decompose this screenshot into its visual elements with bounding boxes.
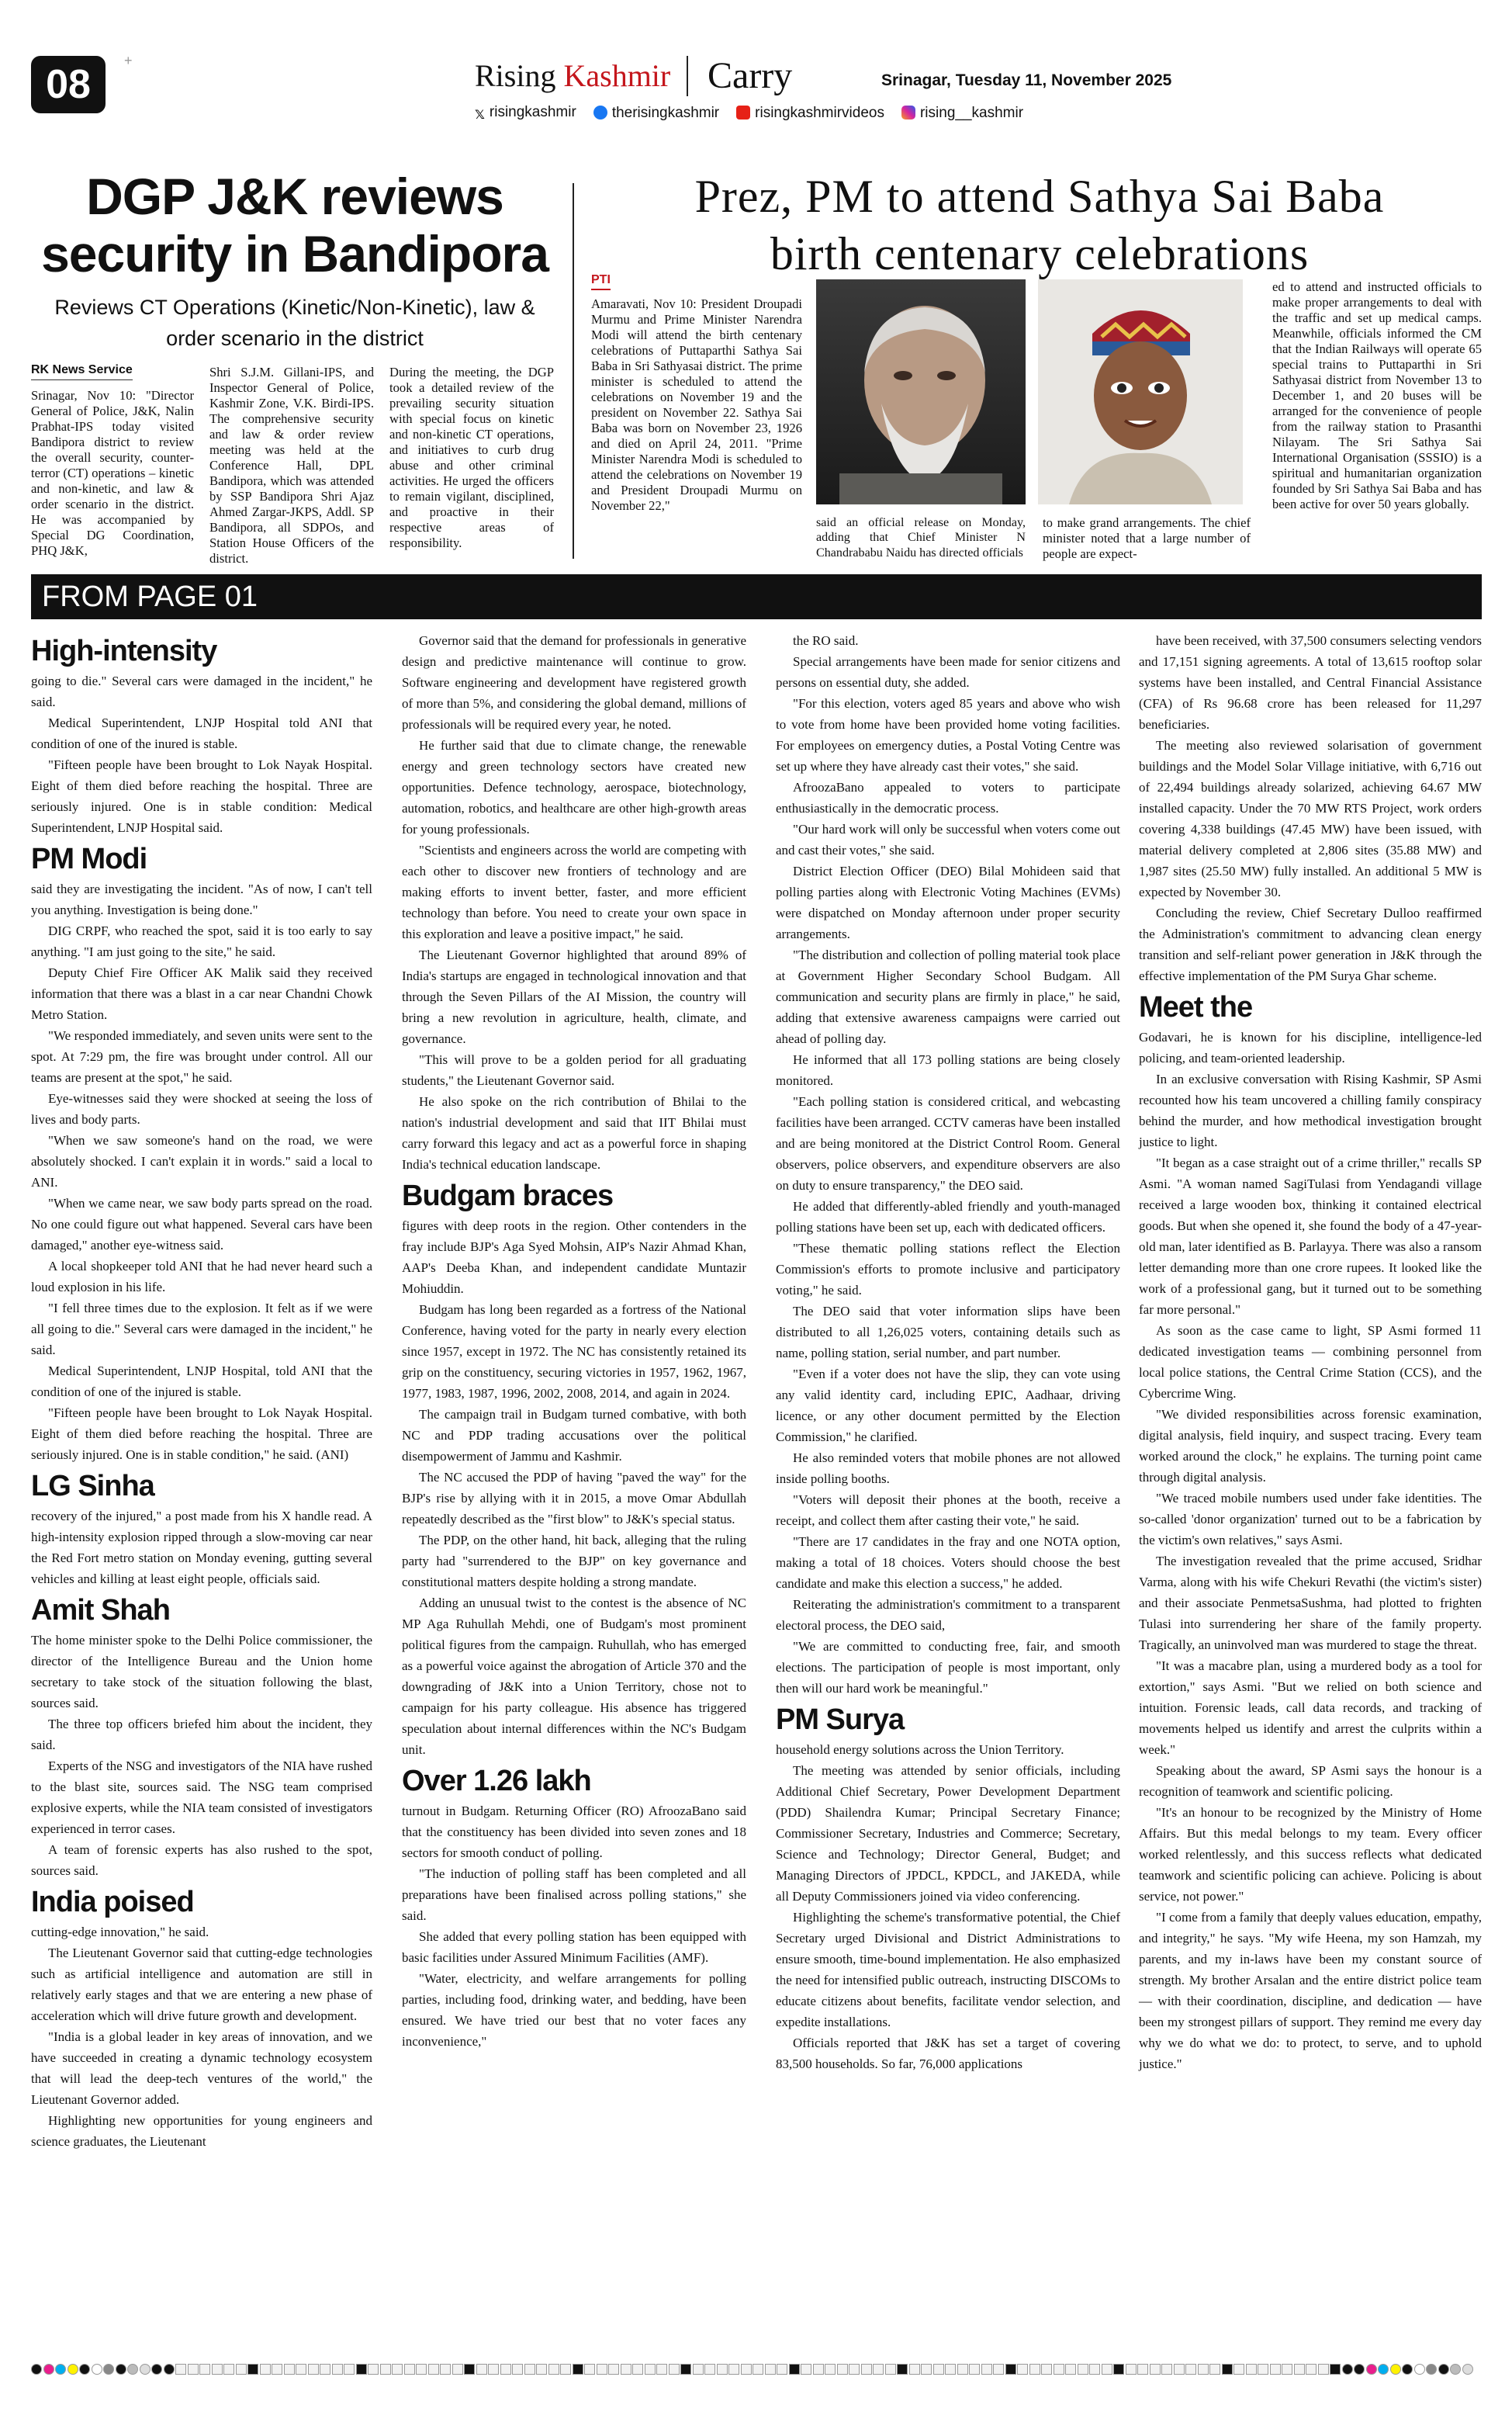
body-paragraph: "When we saw someone's hand on the road, we were absolutely shocked. I can't explain it in words." said a local to ANI.	[31, 1133, 372, 1190]
color-patch	[1078, 2364, 1088, 2375]
color-patch	[969, 2364, 980, 2375]
section-heading: Meet the	[1139, 991, 1253, 1024]
section-heading: Budgam braces	[402, 1180, 614, 1212]
color-patch	[717, 2364, 728, 2375]
color-patch	[693, 2364, 704, 2375]
body-paragraph: "When we came near, we saw body parts spread on the road. No one could figure out what happened. Several cars have been damaged," another eye-witness said.	[31, 1196, 372, 1253]
body-paragraph: "There are 17 candidates in the fray and one NOTA option, making a total of 18 choices. Voters should choose the best candidate and make this election a success," he added.	[776, 1534, 1120, 1591]
body-paragraph: The three top officers briefed him about the incident, they said.	[31, 1717, 372, 1752]
color-patch	[957, 2364, 968, 2375]
prez-byline: PTI	[591, 272, 611, 290]
color-patch	[1318, 2364, 1329, 2375]
section-heading: Over 1.26 lakh	[402, 1765, 591, 1797]
color-patch	[1089, 2364, 1100, 2375]
prez-col-4	[1272, 279, 1482, 512]
color-patch	[933, 2364, 944, 2375]
body-column-4	[1139, 630, 1482, 2074]
body-column-2	[402, 630, 746, 2052]
color-patch	[344, 2364, 355, 2375]
color-patch	[1161, 2364, 1172, 2375]
color-patch	[43, 2364, 54, 2375]
color-patch	[392, 2364, 403, 2375]
body-paragraph: "It's an honour to be recognized by the Ministry of Home Affairs. But this medal belongs to my team. Every officer worked relentlessly, and this success reflects what dedicated teamwork and scientific policing can achieve. Policing is about service, not power."	[1139, 1805, 1482, 1904]
body-paragraph: "Each polling station is considered critical, and webcasting facilities have been arranged. CCTV cameras have been installed and are being monitored at the District Control Room. General observers, police observers, and expenditure observers are also on duty to ensure transparency," the DEO said.	[776, 1094, 1120, 1193]
prez-col3-text: to make grand arrangements. The chief minister noted that a large number of people are expect-	[1043, 515, 1251, 561]
color-patch	[993, 2364, 1004, 2375]
color-patch	[1330, 2364, 1341, 2375]
prez-col1-text: Amaravati, Nov 10: President Droupadi Murmu and Prime Minister Narendra Modi will attend the birth centenary celebrations of Puttaparthi Sathya Sai Baba in Sri Sathyasai district. The prime minister is scheduled to attend the celebrations on November 19 and the president on November 22. Sathya Sai Baba was born on November 23, 1926 and died on April 24, 2011. "Prime Minister Narendra Modi is scheduled to attend the celebrations on November 19 and President Droupadi Murmu on November 22,"	[591, 296, 802, 513]
body-paragraph: District Election Officer (DEO) Bilal Mohideen said that polling parties along with Electronic Voting Machines (EVMs) were dispatched on Monday afternoon under proper security arrangements.	[776, 864, 1120, 941]
section-heading: PM Surya	[776, 1703, 905, 1736]
color-patch	[1137, 2364, 1148, 2375]
color-patch	[632, 2364, 643, 2375]
page-number: 08	[31, 56, 106, 113]
body-paragraph: "India is a global leader in key areas of innovation, and we have succeeded in creating a dynamic technology ecosystem that will lead the deep-tech ventures of the world," the Lieutenant Governor added.	[31, 2029, 372, 2107]
body-paragraph: the RO said.	[793, 633, 859, 648]
color-patch	[1294, 2364, 1305, 2375]
color-patch	[1354, 2364, 1365, 2375]
color-patch	[789, 2364, 800, 2375]
dgp-subhead: Reviews CT Operations (Kinetic/Non-Kinetic), law & order scenario in the district	[54, 296, 535, 350]
section-heading: LG Sinha	[31, 1470, 154, 1502]
body-paragraph: A local shopkeeper told ANI that he had never heard such a loud explosion in his life.	[31, 1259, 372, 1294]
section-heading: High-intensity	[31, 635, 217, 667]
body-paragraph: "Voters will deposit their phones at the booth, receive a receipt, and collect them after casting their vote," he said.	[776, 1492, 1120, 1528]
registration-mark: +	[124, 53, 133, 68]
social-facebook[interactable]: therisingkashmir	[593, 105, 719, 122]
body-paragraph: Concluding the review, Chief Secretary Dulloo reaffirmed the Administration's commitment to advancing clean energy transition and self-reliant power generation in J&K through the effective implementation of the PM Surya Ghar scheme.	[1139, 906, 1482, 983]
body-column-3	[776, 630, 1120, 2074]
color-patch	[741, 2364, 752, 2375]
masthead-logo	[475, 57, 670, 94]
color-patch	[921, 2364, 932, 2375]
body-paragraph: "Water, electricity, and welfare arrangements for polling parties, including food, drinking water, and bedding, have been ensured. We have tried our best that no voter faces any inconvenience,"	[402, 1971, 746, 2049]
body-paragraph: Speaking about the award, SP Asmi says the honour is a recognition of teamwork and scientific policing.	[1139, 1763, 1482, 1799]
color-patch	[92, 2364, 102, 2375]
body-paragraph: Governor said that the demand for professionals in generative design and predictive maintenance will continue to grow. Software engineering and development have registered growth of more than 5%, and considering the global demand, millions of professionals will be required every year, he noted.	[402, 633, 746, 732]
color-patch	[1246, 2364, 1257, 2375]
dgp-col-3	[389, 365, 554, 551]
body-paragraph: "Scientists and engineers across the world are competing with each other to discover new frontiers of technology and are making efforts to invent better, faster, and more efficient technology than before. You need to create your own space in this exploration and leave a positive impact," he said.	[402, 843, 746, 941]
section-heading: Amit Shah	[31, 1594, 170, 1627]
color-patch	[1185, 2364, 1196, 2375]
body-paragraph: Special arrangements have been made for senior citizens and persons on essential duty, she added.	[776, 654, 1120, 690]
body-paragraph: "The induction of polling staff has been completed and all preparations have been finalised across polling stations," she said.	[402, 1866, 746, 1923]
color-patch	[897, 2364, 908, 2375]
color-patch	[320, 2364, 330, 2375]
color-patch	[416, 2364, 427, 2375]
color-patch	[1438, 2364, 1449, 2375]
body-paragraph: The investigation revealed that the prime accused, Sridhar Varma, along with his wife Chekuri Revathi (the victim's sister) and their associate PenmetsaSushma, had plotted to frighten Tulasi into surrendering her share of the family property. Tragically, an uninvolved man was murdered to stage the threat.	[1139, 1554, 1482, 1652]
dgp-col3-text: During the meeting, the DGP took a detailed review of the prevailing security situation with special focus on kinetic and non-kinetic CT operations, and initiatives to curb drug abuse and other criminal activities. He urged the officers to remain vigilant, disciplined, and proactive in their respective areas of responsibility.	[389, 365, 554, 550]
color-patch	[464, 2364, 475, 2375]
color-patch	[861, 2364, 872, 2375]
color-patch	[1258, 2364, 1268, 2375]
color-patch	[765, 2364, 776, 2375]
color-patch	[524, 2364, 535, 2375]
x-icon: 𝕏	[475, 107, 485, 122]
color-patch	[500, 2364, 511, 2375]
dateline: Srinagar, Tuesday 11, November 2025	[881, 71, 1172, 89]
body-paragraph: DIG CRPF, who reached the spot, said it is too early to say anything. "I am just going to the site," he said.	[31, 923, 372, 959]
body-paragraph: recovery of the injured," a post made from his X handle read. A high-intensity explosion ripped through a slow-moving car near the Red Fort metro station on Monday evening, gutting several vehicles and killing at least eight people, officials said.	[31, 1509, 372, 1586]
section-name: Carry	[708, 55, 793, 96]
body-paragraph: In an exclusive conversation with Rising Kashmir, SP Asmi recounted how his team uncovered a chilling family conspiracy behind the murder, and how methodical investigation brought justice to light.	[1139, 1072, 1482, 1149]
color-patch	[777, 2364, 787, 2375]
social-instagram[interactable]: rising__kashmir	[901, 105, 1023, 122]
prez-headline-line2: birth centenary celebrations	[770, 228, 1310, 279]
body-paragraph: The meeting also reviewed solarisation of government buildings and the Model Solar Village initiative, with 6,716 out of 22,494 buildings already solarized, achieving 64.67 MW installed capacity. Under the 70 MW RTS Project, work orders covering 4,338 buildings (47.45 MW) have been issued, with material delivery completed at 2,806 sites (35.88 MW) and 1,987 sites (25.50 MW) fully installed. An additional 5 MW is expected by November 30.	[1139, 738, 1482, 899]
color-patch	[1306, 2364, 1317, 2375]
body-paragraph: The DEO said that voter information slips have been distributed to all 1,26,025 voters, containing details such as name, polling station, serial number, and part number.	[776, 1304, 1120, 1360]
color-patch	[175, 2364, 186, 2375]
color-patch	[164, 2364, 175, 2375]
color-patch	[55, 2364, 66, 2375]
body-paragraph: household energy solutions across the Union Territory.	[776, 1742, 1064, 1757]
body-paragraph: The meeting was attended by senior officials, including Additional Chief Secretary, Power Development Department (PDD) Shailendra Kumar; Principal Secretary Finance; Commissioner Secretary, Industries and Commerce; Secretary, Science and Technology; Director General, Budget; and Managing Directors of JPDCL, KPDCL, and JAKEDA, while all Deputy Commissioners joined via video conferencing.	[776, 1763, 1120, 1904]
body-paragraph: Godavari, he is known for his discipline, intelligence-led policing, and team-oriented leadership.	[1139, 1030, 1482, 1066]
photo-modi	[816, 279, 1026, 504]
color-patch	[296, 2364, 306, 2375]
color-patch	[404, 2364, 415, 2375]
body-paragraph: Medical Superintendent, LNJP Hospital, told ANI that the condition of one of the injured is stable.	[31, 1363, 372, 1399]
color-patch	[272, 2364, 282, 2375]
color-patch	[1282, 2364, 1292, 2375]
body-paragraph: He added that differently-abled friendly and youth-managed polling stations have been set up, each with dedicated officers.	[776, 1199, 1120, 1235]
color-patch	[67, 2364, 78, 2375]
color-patch	[151, 2364, 162, 2375]
body-paragraph: Reiterating the administration's commitment to a transparent electoral process, the DEO said,	[776, 1597, 1120, 1633]
color-patch	[981, 2364, 992, 2375]
color-patch	[188, 2364, 199, 2375]
color-patch	[849, 2364, 860, 2375]
color-patch	[1113, 2364, 1124, 2375]
body-paragraph: "Even if a voter does not have the slip, they can vote using any valid identity card, including EPIC, Aadhaar, driving licence, or any other document permitted by the Election Commission," he clarified.	[776, 1367, 1120, 1444]
social-handles	[475, 104, 1023, 122]
body-paragraph: As soon as the case came to light, SP Asmi formed 11 dedicated investigation teams — combining personnel from local police stations, the Central Crime Station (CCS), and the Cybercrime Wing.	[1139, 1323, 1482, 1401]
color-patch	[885, 2364, 896, 2375]
body-paragraph: "We divided responsibilities across forensic examination, digital analysis, field inquiry, and suspect tracing. Every team worked around the clock," he explains. The turning point came through digital analysis.	[1139, 1407, 1482, 1485]
body-column-1	[31, 630, 372, 2152]
color-patch	[1462, 2364, 1473, 2375]
color-patch	[560, 2364, 571, 2375]
color-patch	[825, 2364, 836, 2375]
color-patch	[199, 2364, 210, 2375]
color-patch	[1054, 2364, 1064, 2375]
color-patch	[440, 2364, 451, 2375]
photo-modi-image	[816, 279, 1026, 504]
prez-col-1	[591, 272, 802, 514]
prez-col-3	[1043, 515, 1251, 562]
color-patch	[140, 2364, 151, 2375]
color-patch	[247, 2364, 258, 2375]
youtube-icon	[736, 106, 750, 120]
section-heading: India poised	[31, 1886, 194, 1918]
color-patch	[669, 2364, 680, 2375]
body-paragraph: The PDP, on the other hand, hit back, alleging that the ruling party had "surrendered to the BJP" on key governance and constitutional matters despite holding a strong mandate.	[402, 1533, 746, 1589]
color-patch	[645, 2364, 656, 2375]
body-paragraph: He further said that due to climate change, the renewable energy and green technology sectors have created new opportunities. Defence technology, aerospace, biotechnology, automation, robotics, and healthcare are other high-growth areas for young professionals.	[402, 738, 746, 837]
color-patch	[79, 2364, 90, 2375]
color-patch	[1102, 2364, 1112, 2375]
body-paragraph: Highlighting the scheme's transformative potential, the Chief Secretary urged Divisional and District Administrations to ensure smooth, time-bound implementation. He also emphasized the need for intensified public outreach, instructing DISCOMs to educate citizens about benefits, facilitate vendor selection, and expedite installations.	[776, 1910, 1120, 2029]
masthead-rising: Rising	[475, 58, 556, 93]
body-paragraph: AfroozaBano appealed to voters to participate enthusiastically in the democratic process.	[776, 780, 1120, 816]
color-patch	[1174, 2364, 1185, 2375]
body-paragraph: "We traced mobile numbers used under fake identities. The so-called 'donor organization' turned out to be a fabrication by the victim's own relatives," says Asmi.	[1139, 1491, 1482, 1547]
body-paragraph: Highlighting new opportunities for young engineers and science graduates, the Lieutenant	[31, 2113, 372, 2149]
story-divider	[573, 183, 574, 559]
section-heading: PM Modi	[31, 843, 147, 875]
photo-murmu	[1038, 279, 1243, 504]
body-paragraph: turnout in Budgam. Returning Officer (RO) AfroozaBano said that the constituency has been divided into seven zones and 18 sectors for smooth conduct of polling.	[402, 1804, 746, 1860]
dgp-col-2	[209, 365, 374, 567]
color-patch	[813, 2364, 824, 2375]
body-paragraph: said they are investigating the incident. "As of now, I can't tell you anything. Investigation is being done."	[31, 882, 372, 917]
printer-color-strip	[31, 2362, 1482, 2376]
body-paragraph: cutting-edge innovation," he said.	[31, 1925, 209, 1939]
body-paragraph: "We responded immediately, and seven units were sent to the spot. At 7:29 pm, the fire was brought under control. All our teams are present at the spot," he said.	[31, 1028, 372, 1085]
dgp-col1-text: Srinagar, Nov 10: "Director General of Police, J&K, Nalin Prabhat-IPS today visited Bandipora district to review the overall security, counter-terror (CT) operations – kinetic and non-kinetic, and law & order scenario in the district. He was accompanied by Special DG Coordination, PHQ J&K,	[31, 388, 194, 558]
color-patch	[488, 2364, 499, 2375]
prez-headline-line1: Prez, PM to attend Sathya Sai Baba	[694, 171, 1385, 222]
color-patch	[1426, 2364, 1437, 2375]
instagram-icon	[901, 106, 915, 120]
social-x[interactable]: 𝕏 risingkashmir	[475, 104, 576, 122]
color-patch	[597, 2364, 607, 2375]
body-paragraph: Eye-witnesses said they were shocked at seeing the loss of lives and body parts.	[31, 1091, 372, 1127]
body-paragraph: have been received, with 37,500 consumers selecting vendors and 17,151 signing agreements. A total of 13,615 rooftop solar systems have been installed, and Central Financial Assistance (CFA) of Rs 96.68 crore has been released for 11,297 beneficiaries.	[1139, 633, 1482, 732]
body-paragraph: The Lieutenant Governor highlighted that around 89% of India's startups are engaged in technological innovation and that through the Seven Pillars of the AI Mission, the country will bring a new revolution in agriculture, health, climate, and governance.	[402, 948, 746, 1046]
color-patch	[1342, 2364, 1353, 2375]
dgp-byline: RK News Service	[31, 362, 133, 380]
body-paragraph: The campaign trail in Budgam turned combative, with both NC and PDP trading accusations over the political disempowerment of Jammu and Kashmir.	[402, 1407, 746, 1464]
body-paragraph: "These thematic polling stations reflect the Election Commission's efforts to promote inclusive and participatory voting," he said.	[776, 1241, 1120, 1298]
body-paragraph: A team of forensic experts has also rushed to the spot, sources said.	[31, 1842, 372, 1878]
color-patch	[1029, 2364, 1040, 2375]
body-paragraph: The NC accused the PDP of having "paved the way" for the BJP's rise by allying with it in 2015, a move Omar Abdullah repeatedly described as the "first blow" to J&K's special status.	[402, 1470, 746, 1526]
color-patch	[837, 2364, 848, 2375]
color-patch	[801, 2364, 811, 2375]
color-patch	[1366, 2364, 1377, 2375]
masthead-divider	[687, 56, 688, 96]
body-paragraph: "It began as a case straight out of a crime thriller," recalls SP Asmi. "A woman named SagiTulasi from Yendagandi village received a large wooden box, thinking it contained electrical goods. But when she opened it, she found the body of a 47-year-old man, later identified as B. Parlayya. There was also a ransom letter demanding more than one crore rupees. It looked like the work of a professional gang, but it turned out to be something far more personal."	[1139, 1156, 1482, 1317]
color-patch	[31, 2364, 42, 2375]
color-patch	[1450, 2364, 1461, 2375]
color-patch	[909, 2364, 920, 2375]
color-patch	[260, 2364, 271, 2375]
body-paragraph: "The distribution and collection of polling material took place at Government Higher Secondary School Budgam. All communication and security plans are firmly in place," he said, adding that extensive awareness campaigns were carried out ahead of polling day.	[776, 948, 1120, 1046]
color-patch	[1222, 2364, 1233, 2375]
dgp-col-1	[31, 362, 194, 559]
dgp-headline: DGP J&K reviews security in Bandipora	[41, 168, 548, 282]
color-patch	[1198, 2364, 1209, 2375]
color-patch	[223, 2364, 234, 2375]
body-paragraph: Experts of the NSG and investigators of the NIA have rushed to the blast site, sources said. The NSG team comprised explosive experts, while the NIA team consisted of investigators experienced in terror cases.	[31, 1759, 372, 1836]
color-patch	[753, 2364, 763, 2375]
body-paragraph: She added that every polling station has been equipped with basic facilities under Assured Minimum Facilities (AMF).	[402, 1929, 746, 1965]
body-paragraph: The home minister spoke to the Delhi Police commissioner, the director of the Intelligence Bureau and the Union home secretary to take stock of the situation following the blast, sources said.	[31, 1633, 372, 1710]
color-patch	[1378, 2364, 1389, 2375]
color-patch	[1017, 2364, 1028, 2375]
color-patch	[103, 2364, 114, 2375]
color-patch	[704, 2364, 715, 2375]
color-patch	[656, 2364, 667, 2375]
body-paragraph: going to die." Several cars were damaged in the incident," he said.	[31, 674, 372, 709]
color-patch	[873, 2364, 884, 2375]
color-patch	[368, 2364, 379, 2375]
body-paragraph: Medical Superintendent, LNJP Hospital told ANI that condition of one of the inured is stable.	[31, 716, 372, 751]
color-patch	[380, 2364, 391, 2375]
color-patch	[945, 2364, 956, 2375]
color-patch	[621, 2364, 631, 2375]
body-paragraph: "Fifteen people have been brought to Lok Nayak Hospital. Eight of them died before reaching the hospital. Three are seriously injured. One is in stable condition," he said. (ANI)	[31, 1405, 372, 1462]
color-patch	[127, 2364, 138, 2375]
body-paragraph: "I come from a family that deeply values education, empathy, and integrity," he says. "My wife Heena, my son Hamzah, my parents, and my in-laws have been my constant source of strength. My brother Arsalan and the entire district police team — with their coordination, discipline, and dedication — have been my strongest pillars of support. They remind me every day why we do what we do: to protect, to serve, and to uphold justice."	[1139, 1910, 1482, 2071]
color-patch	[536, 2364, 547, 2375]
body-paragraph: "We are committed to conducting free, fair, and smooth elections. The participation of people is most important, only then will our hard work be meaningful."	[776, 1639, 1120, 1696]
color-patch	[1041, 2364, 1052, 2375]
body-paragraph: He also reminded voters that mobile phones are not allowed inside polling booths.	[776, 1450, 1120, 1486]
body-paragraph: Budgam has long been regarded as a fortress of the National Conference, having voted for the party in nearly every election since 1957, except in 1972. The NC has consistently retained its grip on the constituency, securing victories in 1957, 1962, 1967, 1977, 1983, 1987, 1996, 2002, 2008, 2014, and again in 2024.	[402, 1302, 746, 1401]
body-paragraph: Adding an unusual twist to the contest is the absence of NC MP Aga Ruhullah Mehdi, one of Budgam's most prominent political figures from the campaign. Ruhullah, who has emerged as a powerful voice against the abrogation of Article 370 and the downgrading of J&K into a Union Territory, chose not to campaign for his party colleague. His absence has triggered speculation about internal differences within the NC's Budgam unit.	[402, 1596, 746, 1757]
color-patch	[728, 2364, 739, 2375]
color-patch	[1390, 2364, 1401, 2375]
dgp-col2-text: Shri S.J.M. Gillani-IPS, and Inspector General of Police, Kashmir Zone, V.K. Birdi-IPS. The comprehensive security and law & order review meeting was held at the Conference Hall, DPL Bandipora, which was attended by SSP Bandipora Shri Ajaz Ahmed Zargar-JKPS, Addl. SP Bandipora, all SDPOs, and Station House Officers of the district.	[209, 365, 374, 566]
prez-col-2	[816, 515, 1026, 560]
color-patch	[356, 2364, 367, 2375]
color-patch	[584, 2364, 595, 2375]
color-patch	[680, 2364, 691, 2375]
color-patch	[116, 2364, 126, 2375]
color-patch	[512, 2364, 523, 2375]
color-patch	[608, 2364, 619, 2375]
color-patch	[476, 2364, 487, 2375]
color-patch	[428, 2364, 439, 2375]
body-paragraph: Officials reported that J&K has set a target of covering 83,500 households. So far, 76,000 applications	[776, 2036, 1120, 2071]
body-paragraph: "Our hard work will only be successful when voters come out and cast their votes," she said.	[776, 822, 1120, 858]
color-patch	[1414, 2364, 1425, 2375]
color-patch	[308, 2364, 319, 2375]
color-patch	[1065, 2364, 1076, 2375]
body-paragraph: He informed that all 173 polling stations are being closely monitored.	[776, 1052, 1120, 1088]
prez-col4-text: ed to attend and instructed officials to make proper arrangements to deal with the traffic and set up medical camps. Meanwhile, officials informed the CM that the Indian Railways will operate 65 special trains to Puttaparthi in Sri Sathyasai district from November 13 to December 1, and 20 buses will be arranged for the convenience of people from the railway station to Prasanthi Nilayam. The Sri Sathya Sai International Organisation (SSSIO) is a spiritual and humanitarian organization founded by Sri Sathya Sai Baba and has been active for over 50 years globally.	[1272, 279, 1482, 511]
body-paragraph: The Lieutenant Governor said that cutting-edge technologies such as artificial intelligence and automation are still in relatively early stages and that we are entering a new phase of acceleration which will drive future growth and development.	[31, 1946, 372, 2023]
prez-headline	[605, 168, 1474, 282]
facebook-icon	[593, 106, 607, 120]
from-page-banner: FROM PAGE 01	[31, 574, 1482, 619]
body-paragraph: "Fifteen people have been brought to Lok Nayak Hospital. Eight of them died before reaching the hospital. Three are seriously injured. One is in stable condition: Medical Superintendent, LNJP Hospital said.	[31, 757, 372, 835]
color-patch	[1233, 2364, 1244, 2375]
body-paragraph: "It was a macabre plan, using a murdered body as a tool for extortion," says Asmi. "But we relied on both science and intuition. Forensic leads, call data records, and tracking of movements helped us identify and arrest the culprits within a week."	[1139, 1658, 1482, 1757]
color-patch	[332, 2364, 343, 2375]
color-patch	[1150, 2364, 1161, 2375]
prez-col2-text: said an official release on Monday, adding that Chief Minister N Chandrababu Naidu has directed officials	[816, 516, 1026, 560]
color-patch	[548, 2364, 559, 2375]
color-patch	[1005, 2364, 1016, 2375]
color-patch	[1126, 2364, 1137, 2375]
body-paragraph: "This will prove to be a golden period for all graduating students," the Lieutenant Governor said.	[402, 1052, 746, 1088]
masthead-kashmir: Kashmir	[563, 58, 671, 93]
color-patch	[1402, 2364, 1413, 2375]
photo-murmu-image	[1038, 279, 1243, 504]
color-patch	[212, 2364, 223, 2375]
social-youtube[interactable]: risingkashmirvideos	[736, 105, 884, 122]
body-paragraph: "For this election, voters aged 85 years and above who wish to vote from home have been provided home voting facilities. For employees on emergency duties, a Postal Voting Centre was set up where they have already cast their votes," she said.	[776, 696, 1120, 774]
color-patch	[1209, 2364, 1220, 2375]
body-paragraph: He also spoke on the rich contribution of Bhilai to the nation's industrial development and said that IIT Bhilai must carry forward this legacy and act as a powerful force in shaping India's technical education landscape.	[402, 1094, 746, 1172]
color-patch	[284, 2364, 295, 2375]
body-paragraph: "I fell three times due to the explosion. It felt as if we were all going to die." Several cars were damaged in the incident," he said.	[31, 1301, 372, 1357]
color-patch	[236, 2364, 247, 2375]
body-paragraph: Deputy Chief Fire Officer AK Malik said they received information that there was a blast in a car near Chandni Chowk Metro Station.	[31, 965, 372, 1022]
body-paragraph: figures with deep roots in the region. Other contenders in the fray include BJP's Aga Syed Mohsin, AIP's Nazir Ahmad Khan, AAP's Deeba Khan, and independent candidate Muntazir Mohiuddin.	[402, 1218, 746, 1296]
color-patch	[1270, 2364, 1281, 2375]
color-patch	[452, 2364, 463, 2375]
color-patch	[573, 2364, 583, 2375]
